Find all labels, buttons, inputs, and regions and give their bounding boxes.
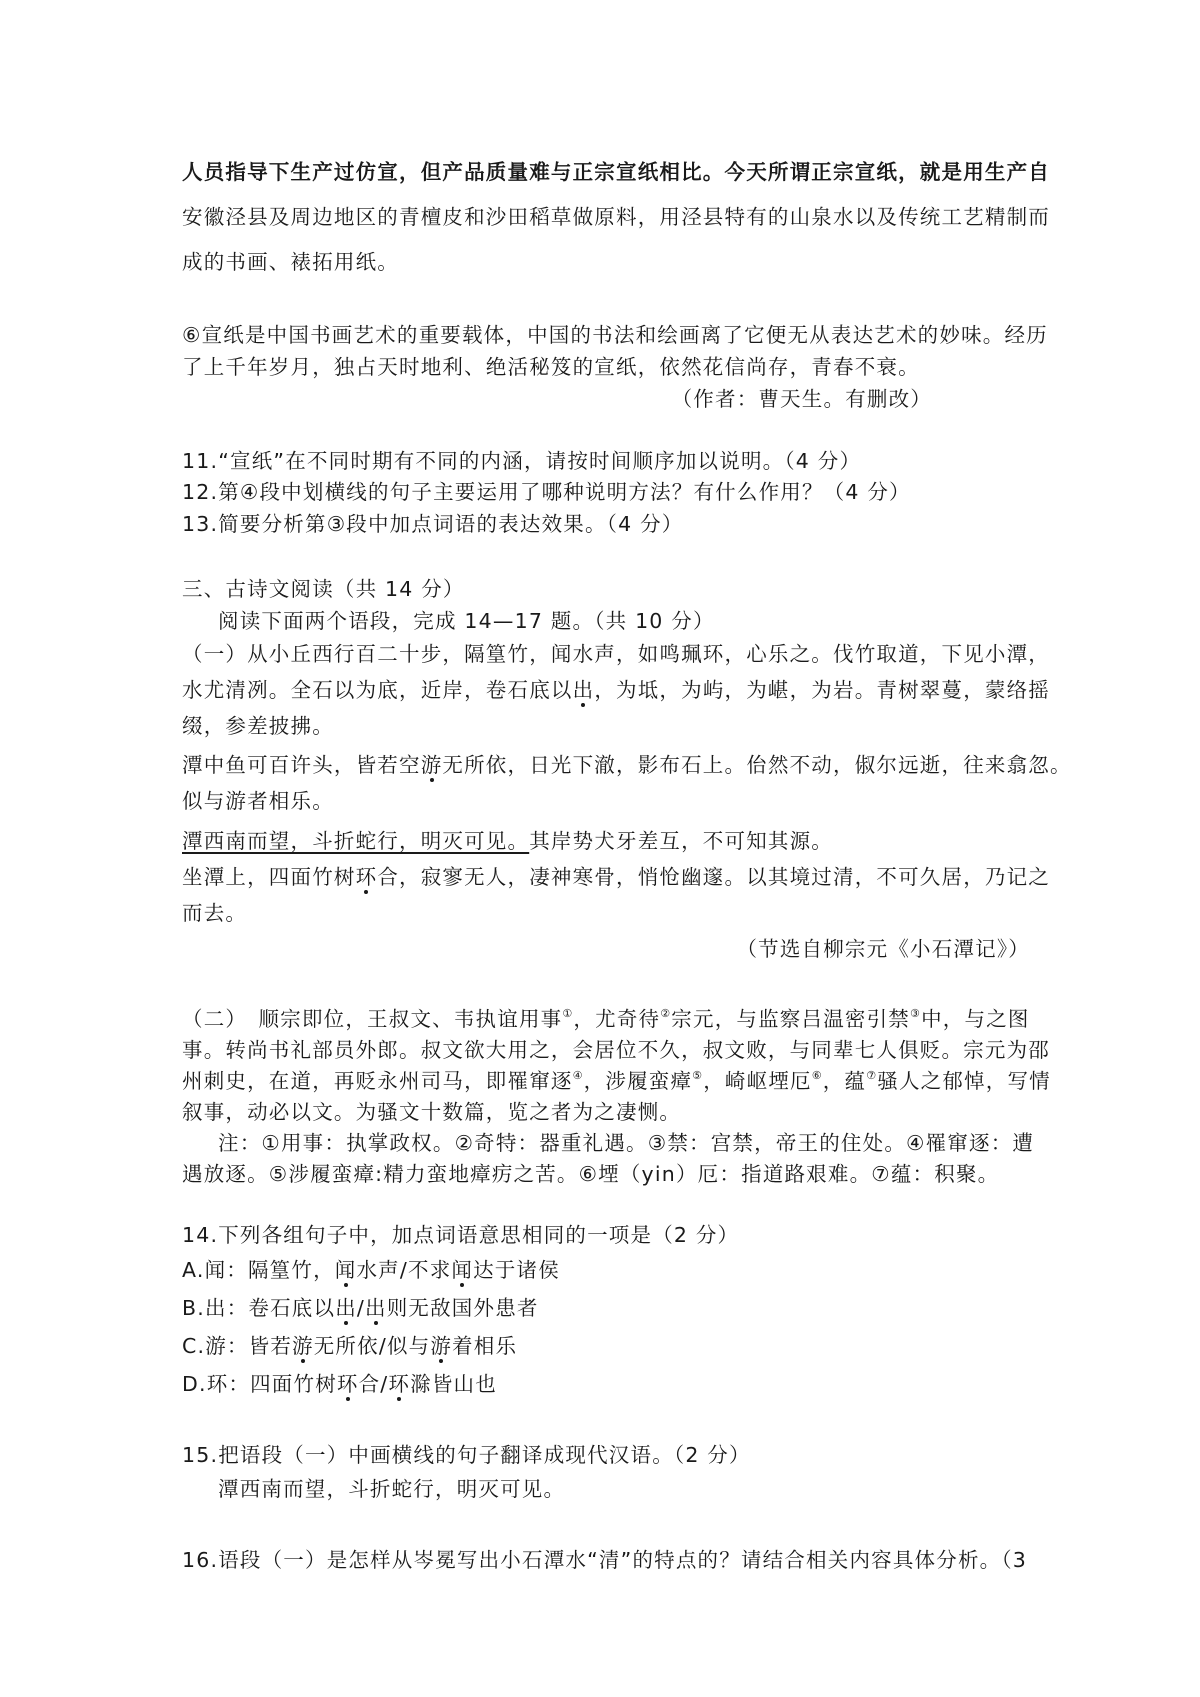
question-16-stem: 16.语段（一）是怎样从岑冕写出小石潭水“清”的特点的？请结合相关内容具体分析。（3 [182, 1548, 1028, 1572]
text-1-line-3: 缀，参差披拂。 [182, 714, 334, 738]
option-b-dotted-1: 出 [335, 1296, 357, 1320]
text-2-line-2: 事。转尚书礼部员外郎。叔文欲大用之，会居位不久，叔文败，与同辈七人俱贬。宗元为邵 [182, 1038, 1050, 1062]
passage-line-1: 人员指导下生产过仿宣，但产品质量难与正宗宣纸相比。今天所谓正宗宣纸，就是用生产自 [182, 160, 1050, 184]
option-a-suffix: 达于诸侯 [473, 1258, 560, 1282]
option-b-middle: / [356, 1296, 365, 1320]
option-a-prefix: A.闻：隔篁竹， [182, 1258, 335, 1282]
option-c-prefix: C.游：皆若 [182, 1334, 293, 1358]
text-1-line-2b: ，为坻，为屿，为嵁，为岩。青树翠蔓，蒙络摇 [594, 678, 1051, 702]
option-b-prefix: B.出：卷石底以 [182, 1296, 336, 1320]
note-marker-3: ③ [910, 1007, 922, 1020]
option-c-middle: 无所依/似与 [313, 1334, 431, 1358]
text-1-line-7 [182, 862, 1050, 892]
question-15-stem: 15.把语段（一）中画横线的句子翻译成现代汉语。（2 分） [182, 1443, 751, 1467]
text-1-line-1: （一）从小丘西行百二十步，隔篁竹，闻水声，如鸣珮环，心乐之。伐竹取道，下见小潭， [182, 642, 1050, 666]
notes-line-1: 注：①用事：执掌政权。②奇特：器重礼遇。③禁：宫禁，帝王的住处。④罹窜逐：遭 [218, 1131, 1035, 1155]
option-c-dotted-1: 游 [292, 1334, 314, 1358]
paragraph-6-line-1: ⑥宣纸是中国书画艺术的重要载体，中国的书法和绘画离了它便无从表达艺术的妙味。经历 [182, 323, 1048, 347]
text-1-line-4 [182, 750, 1072, 780]
question-14-option-a [182, 1255, 560, 1285]
text-1-line-5: 似与游者相乐。 [182, 789, 334, 813]
option-a-dotted-2: 闻 [451, 1258, 474, 1282]
text-2-line-3c: ，崎岖堙厄 [703, 1069, 812, 1093]
option-b-dotted-2: 出 [365, 1296, 387, 1320]
text-2-line-1d: 中，与之图 [921, 1007, 1030, 1031]
text-1-line-8: 而去。 [182, 901, 248, 925]
note-marker-7: ⑦ [866, 1069, 878, 1082]
text-2-line-3 [182, 1066, 1051, 1096]
question-14-option-b [182, 1293, 539, 1323]
text-2-line-3a: 州刺史，在道，再贬永州司马，即罹窜逐 [182, 1069, 573, 1093]
option-d-dotted-1: 环 [336, 1372, 359, 1396]
text-1-source: （节选自柳宗元《小石潭记》） [736, 937, 1030, 961]
text-1-line-4b: 无所依，日光下澈，影布石上。佁然不动，俶尔远逝，往来翕忽。 [442, 753, 1072, 777]
text-2-line-3d: ，蕴 [822, 1069, 867, 1093]
underlined-sentence: 潭西南而望，斗折蛇行，明灭可见。 [182, 829, 530, 853]
paragraph-6-line-2: 了上千年岁月，独占天时地利、绝活秘笈的宣纸，依然花信尚存，青春不衰。 [182, 355, 920, 379]
question-12: 12.第④段中划横线的句子主要运用了哪种说明方法？有什么作用？（4 分） [182, 480, 911, 504]
text-2-line-1a: （二） 顺宗即位，王叔文、韦执谊用事 [182, 1007, 563, 1031]
text-2-line-1b: ，尤奇待 [573, 1007, 661, 1031]
text-2-line-4: 叙事，动必以文。为骚文十数篇，览之者为之凄恻。 [182, 1100, 682, 1124]
note-marker-2: ② [660, 1007, 672, 1020]
text-1-line-7a: 坐潭上，四面竹树 [182, 865, 356, 889]
section-3-title: 三、古诗文阅读（共 14 分） [182, 577, 465, 601]
text-2-line-3b: ，涉履蛮瘴 [583, 1069, 693, 1093]
text-2-line-1c: 宗元，与监察吕温密引禁 [671, 1007, 910, 1031]
option-a-middle: 水声/不求 [356, 1258, 452, 1282]
text-1-line-6 [182, 826, 833, 856]
passage-line-2: 安徽泾县及周边地区的青檀皮和沙田稻草做原料，用泾县特有的山泉水以及传统工艺精制而 [182, 205, 1050, 229]
option-d-middle: 合/ [358, 1372, 389, 1396]
option-d-prefix: D.环：四面竹树 [182, 1372, 337, 1396]
text-2-line-1 [182, 1004, 1030, 1034]
option-a-dotted-1: 闻 [334, 1258, 357, 1282]
question-13: 13.简要分析第③段中加点词语的表达效果。（4 分） [182, 512, 684, 536]
question-14-option-c [182, 1331, 517, 1361]
notes-line-2: 遇放逐。⑤涉履蛮瘴:精力蛮地瘴疠之苦。⑥堙（yin）厄：指道路艰难。⑦蕴：积聚。 [182, 1162, 1000, 1186]
text-1-line-2 [182, 675, 1050, 705]
dotted-word-you: 游 [420, 753, 443, 777]
text-1-line-7b: 合，寂寥无人，凄神寒骨，悄怆幽邃。以其境过清，不可久居，乃记之 [377, 865, 1051, 889]
note-marker-5: ⑤ [692, 1069, 704, 1082]
note-marker-4: ④ [572, 1069, 584, 1082]
option-c-suffix: 着相乐 [452, 1334, 518, 1358]
dotted-word-chu: 出 [572, 678, 595, 702]
option-d-suffix: 滁皆山也 [410, 1372, 497, 1396]
text-1-line-2a: 水尤清冽。全石以为底，近岸，卷石底以 [182, 678, 573, 702]
dotted-word-huan: 环 [355, 865, 378, 889]
text-1-line-4a: 潭中鱼可百许头，皆若空 [182, 753, 421, 777]
text-2-line-3e: 骚人之郁悼，写情 [877, 1069, 1051, 1093]
question-14-option-d [182, 1369, 497, 1399]
question-11: 11.“宣纸”在不同时期有不同的内涵，请按时间顺序加以说明。（4 分） [182, 449, 862, 473]
question-14-stem: 14.下列各组句子中，加点词语意思相同的一项是（2 分） [182, 1223, 740, 1247]
section-3-instruction: 阅读下面两个语段，完成 14—17 题。（共 10 分） [218, 609, 715, 633]
passage-line-3: 成的书画、裱拓用纸。 [182, 250, 399, 274]
option-c-dotted-2: 游 [430, 1334, 453, 1358]
note-marker-1: ① [562, 1007, 574, 1020]
note-marker-6: ⑥ [811, 1069, 823, 1082]
passage-source: （作者：曹天生。有删改） [671, 387, 932, 411]
option-b-suffix: 则无敌国外患者 [386, 1296, 539, 1320]
option-d-dotted-2: 环 [388, 1372, 411, 1396]
question-15-sentence: 潭西南而望，斗折蛇行，明灭可见。 [218, 1477, 566, 1501]
text-1-line-6b: 其岸势犬牙差互，不可知其源。 [529, 829, 834, 853]
